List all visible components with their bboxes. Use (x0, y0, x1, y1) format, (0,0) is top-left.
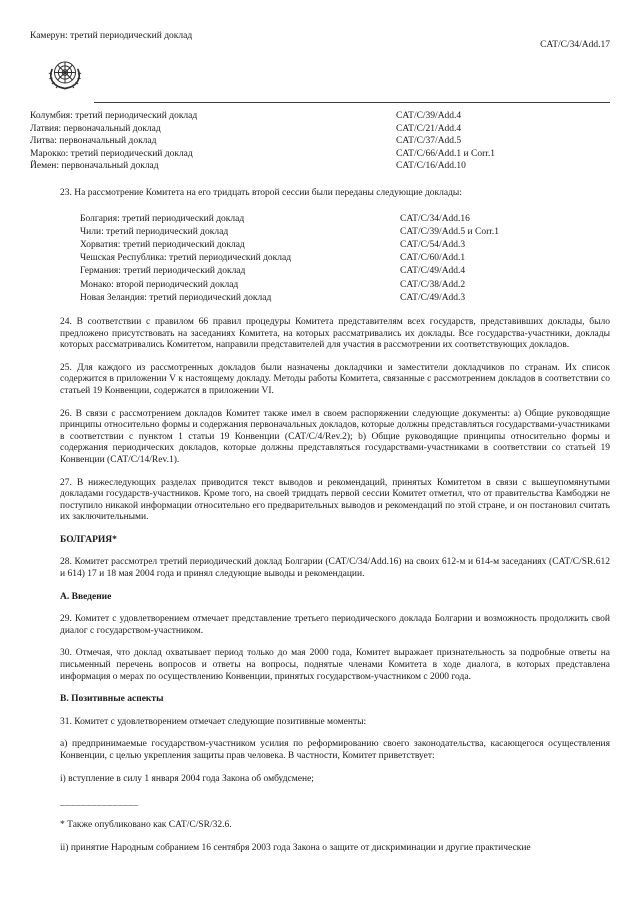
report-symbol: CAT/C/21/Add.4 (396, 123, 462, 134)
header-rule (94, 102, 610, 103)
report-row (80, 213, 610, 226)
report-symbol: CAT/C/37/Add.5 (396, 136, 462, 147)
report-country: Болгария: третий периодический доклад (80, 213, 245, 224)
un-emblem-icon (43, 55, 87, 97)
report-symbol: CAT/C/39/Add.4 (396, 111, 462, 121)
paragraph-23: 23. На рассмотрение Комитета на его тридцать второй сессии были переданы следующие доклады: (60, 187, 462, 198)
paragraph-29: 29. Комитет с удовлетворением отмечает представление третьего периодического доклада Болгарии и возможность продолжить свой диалог с государством-участником. (60, 614, 610, 636)
report-symbol: CAT/C/39/Add.5 и Corr.1 (400, 226, 500, 237)
report-country: Чешская Республика: третий периодический доклад (80, 253, 292, 264)
report-country: Марокко: третий периодический доклад (30, 148, 193, 159)
report-row (80, 279, 610, 292)
report-list-top (30, 110, 610, 173)
footnote-rule: _______________ (60, 798, 139, 809)
report-row (30, 110, 610, 123)
report-country: Литва: первоначальный доклад (30, 136, 157, 147)
footnote-text: * Также опубликовано как CAT/C/SR/32.6. (60, 820, 232, 831)
report-row (30, 135, 610, 148)
paragraph-28: 28. Комитет рассмотрел третий периодический доклад Болгарии (CAT/C/34/Add.16) на своих 612-м и 614-м заседаниях (CAT/C/SR.612 и 614) 17 и 18 мая 2004 года и принял следующие выводы и рекомендации. (60, 557, 610, 580)
report-symbol: CAT/C/66/Add.1 и Corr.1 (396, 148, 496, 159)
paragraph-31: 31. Комитет с удовлетворением отмечает следующие позитивные моменты: (60, 716, 367, 727)
paragraph-27: 27. В нижеследующих разделах приводится текст выводов и рекомендаций, принятых Комитетом в связи с вышеупомянутыми докладами государств-участников. Кроме того, на своей тридцать первой сессии Комитет отметил, что от правительства Камбоджи не поступило никакой информации относительно его предварительных выводов и рекомендаций по этой стране, и он постановил считать их заключительными. (60, 477, 610, 523)
report-row (30, 148, 610, 161)
header-report-label: Камерун: третий периодический доклад (30, 31, 193, 41)
report-symbol: CAT/C/34/Add.16 (400, 213, 470, 224)
report-country: Германия: третий периодический доклад (80, 266, 246, 277)
report-row (30, 160, 610, 173)
report-symbol: CAT/C/49/Add.3 (400, 292, 466, 303)
paragraph-25: 25. Для каждого из рассмотренных докладов были назначены докладчики и заместители докладчиков по странам. Их список содержится в приложении V к настоящему докладу. Методы работы Комитета, связанные с рассмотрением докладов в соответствии со статьей 19 Конвенции, содержатся в приложении VI. (60, 362, 610, 396)
paragraph-31-i: i) вступление в силу 1 января 2004 года Закона об омбудсмене; (60, 773, 314, 784)
report-symbol: CAT/C/38/Add.2 (400, 279, 466, 290)
heading-introduction: A. Введение (60, 591, 112, 602)
report-symbol: CAT/C/49/Add.4 (400, 266, 466, 277)
report-row (80, 252, 610, 265)
report-country: Хорватия: третий периодический доклад (80, 239, 245, 250)
report-row (80, 226, 610, 239)
logo-area (43, 55, 87, 97)
page-header (30, 30, 610, 51)
report-country: Колумбия: третий периодический доклад (30, 111, 198, 121)
report-list-session (80, 213, 610, 305)
report-row (80, 265, 610, 278)
report-row (80, 292, 610, 305)
paragraph-26: 26. В связи с рассмотрением докладов Комитет также имел в своем распоряжении следующие документы: a) Общие руководящие принципы относительно формы и содержания первоначальных докладов, которые должны представляться государствами-участниками в соответствии с пунктом 1 статьи 19 Конвенции (CAT/C/4/Rev.2); b) Общие руководящие принципы относительно формы и содержания периодических докладов, которые должны представляться государствами-участниками в соответствии со статьей 19 Конвенции (CAT/C/14/Rev.1). (60, 408, 610, 465)
report-symbol: CAT/C/60/Add.1 (400, 253, 466, 264)
report-row (30, 123, 610, 136)
report-country: Монако: второй периодический доклад (80, 279, 239, 290)
paragraph-31-ii: ii) принятие Народным собранием 16 сентября 2003 года Закона о защите от дискриминации и другие практические (60, 842, 531, 853)
report-symbol: CAT/C/54/Add.3 (400, 239, 466, 250)
paragraph-30: 30. Отмечая, что доклад охватывает период только до мая 2000 года, Комитет выражает признательность за подробные ответы на письменный перечень вопросов и ответы на вопросы, поднятые членами Комитета в ходе диалога, в которых представлена информация о мерах по осуществлению Конвенции, принятых государством-участником с 2000 года. (60, 648, 610, 682)
report-row (80, 239, 610, 252)
heading-bulgaria: БОЛГАРИЯ* (60, 534, 117, 545)
report-country: Чили: третий периодический доклад (80, 226, 229, 237)
paragraph-24: 24. В соответствии с правилом 66 правил процедуры Комитета представителям всех государств, представивших доклады, было предложено присутствовать на заседаниях Комитета, на которых рассматривались их доклады. Все государства-участники, доклады которых рассматривались Комитетом, направили представителей для участия в рассмотрении их соответствующих докладов. (60, 316, 610, 351)
report-country: Латвия: первоначальный доклад (30, 123, 161, 134)
report-symbol: CAT/C/16/Add.10 (396, 161, 466, 172)
paragraph-31-a: a) предпринимаемые государством-участником усилия по реформированию своего законодательства, касающегося осуществления Конвенции, с целью укрепления защиты прав человека. В частности, Комитет приветствует: (60, 739, 610, 762)
report-country: Йемен: первоначальный доклад (30, 161, 159, 172)
report-country: Новая Зеландия: третий периодический доклад (80, 292, 272, 303)
header-doc-symbol: CAT/C/34/Add.17 (540, 40, 610, 50)
heading-positive-aspects: B. Позитивные аспекты (60, 694, 164, 705)
